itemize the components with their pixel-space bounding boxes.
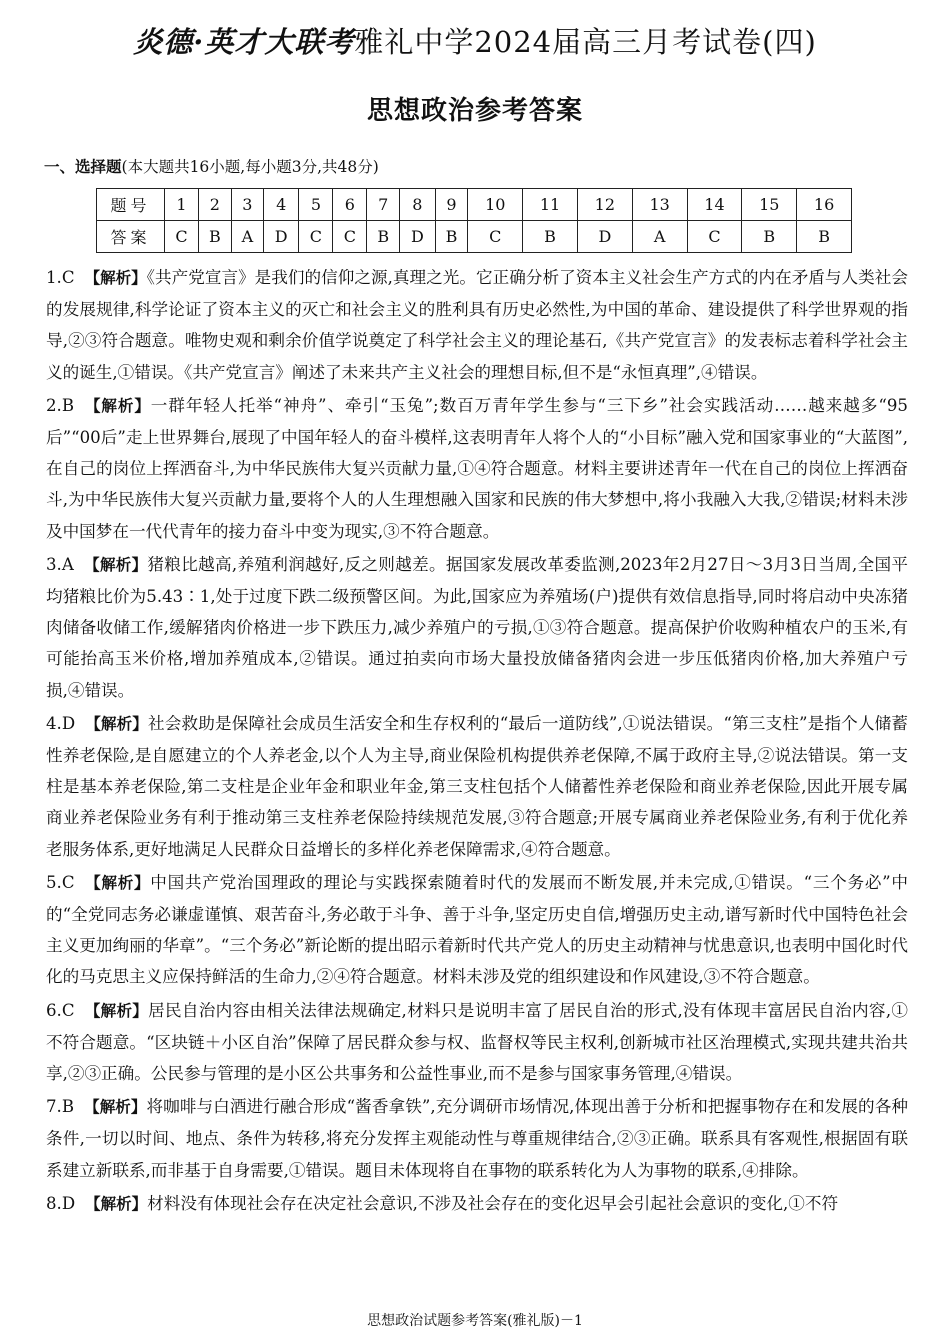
explanation-text: 猪粮比越高,养殖利润越好,反之则越差。据国家发展改革委监测,2023年2月27日～3月3日当周,全国平均猪粮比价为5.43∶1,处于过度下跌二级预警区间。为此,国家应为养殖场(户)提供有效信息指导,同时将启动中央冻猪肉储备收储工作,缓解猪肉价格进一步下跌压力,减少养殖户的亏损,①③符合题意。提高保护价收购种植农户的玉米,有可能抬高玉米价格,增加养殖成本,②错误。通过拍卖向市场大量投放储备猪肉会进一步压低猪肉价格,加大养殖户亏损,④错误。 bbox=[46, 554, 908, 700]
exam-brand: 炎德·英才大联考 bbox=[133, 25, 355, 59]
number-cell: 12 bbox=[577, 189, 632, 221]
explanation-text: 居民自治内容由相关法律法规确定,材料只是说明丰富了居民自治的形式,没有体现丰富居民自治内容,①不符合题意。“区块链＋小区自治”保障了居民群众参与权、监督权等民主权利,创新城市社区治理模式,实现共建共治共享,②③正确。公民参与管理的是小区公共事务和公益性事业,而不是参与国家事务管理,④错误。 bbox=[46, 1000, 908, 1084]
answer-cell: C bbox=[687, 221, 742, 253]
explanations bbox=[46, 262, 908, 1222]
number-cell: 16 bbox=[797, 189, 852, 221]
explanation-text: 一群年轻人托举“神舟”、牵引“玉兔”;数百万青年学生参与“三下乡”社会实践活动……越来越多“95后”“00后”走上世界舞台,展现了中国年轻人的奋斗模样,这表明青年人将个人的“小目标”融入党和国家事业的“大蓝图”,在自己的岗位上挥洒奋斗,为中华民族伟大复兴贡献力量,①④符合题意。材料主要讲述青年一代在自己的岗位上挥洒奋斗,为中华民族伟大复兴贡献力量,要将个人的人生理想融入国家和民族的伟大梦想中,将小我融入大我,②错误;材料未涉及中国梦在一代代青年的接力奋斗中变为现实,③不符合题意。 bbox=[46, 395, 908, 541]
answer-cell: B bbox=[742, 221, 797, 253]
analysis-tag: 【解析】 bbox=[84, 1001, 149, 1020]
analysis-tag: 【解析】 bbox=[85, 714, 148, 733]
explanation-item bbox=[46, 262, 908, 388]
number-cell: 1 bbox=[165, 189, 199, 221]
explanation-text: 将咖啡与白酒进行融合形成“酱香拿铁”,充分调研市场情况,体现出善于分析和把握事物存在和发展的各种条件,一切以时间、地点、条件为转移,将充分发挥主观能动性与尊重规律结合,②③正确。联系具有客观性,根据固有联系建立新联系,而非基于自身需要,①错误。题目未体现将自在事物的联系转化为人为事物的联系,④排除。 bbox=[46, 1097, 908, 1180]
explanation-item bbox=[46, 1188, 908, 1220]
explanation-item bbox=[46, 549, 908, 706]
number-cell: 8 bbox=[400, 189, 435, 221]
question-number: 6. bbox=[46, 1000, 62, 1020]
answer-cell: D bbox=[577, 221, 632, 253]
answer-cell: B bbox=[198, 221, 231, 253]
question-number: 8. bbox=[46, 1193, 62, 1213]
answer-cell: B bbox=[797, 221, 852, 253]
explanation-item bbox=[46, 390, 908, 547]
question-answer: D bbox=[61, 713, 76, 733]
question-number: 1. bbox=[46, 268, 62, 287]
number-cell: 10 bbox=[468, 189, 523, 221]
section-heading-label: 一、选择题 bbox=[44, 158, 122, 176]
analysis-tag: 【解析】 bbox=[83, 555, 148, 574]
explanation-item bbox=[46, 708, 908, 865]
answer-cell: B bbox=[523, 221, 578, 253]
number-cell: 6 bbox=[333, 189, 367, 221]
question-answer: C bbox=[61, 1000, 75, 1020]
analysis-tag: 【解析】 bbox=[85, 1194, 148, 1213]
explanation-text: 中国共产党治国理政的理论与实践探索随着时代的发展而不断发展,并未完成,①错误。“三个务必”中的“全党同志务必谦虚谨慎、艰苦奋斗,务必敢于斗争、善于斗争,坚定历史自信,增强历史主动,谱写新时代中国特色社会主义更加绚丽的华章”。“三个务必”新论断的提出昭示着新时代共产党人的历史主动精神与忧患意识,也表明中国化时代化的马克思主义应保持鲜活的生命力,②④符合题意。材料未涉及党的组织建设和作风建设,③不符合题意。 bbox=[46, 872, 908, 987]
answer-cell: D bbox=[263, 221, 298, 253]
answer-cell: C bbox=[299, 221, 333, 253]
question-number: 7. bbox=[46, 1097, 62, 1117]
explanation-text: 材料没有体现社会存在决定社会意识,不涉及社会存在的变化迟早会引起社会意识的变化,①不符 bbox=[147, 1193, 839, 1213]
analysis-tag: 【解析】 bbox=[84, 873, 151, 892]
section-heading-note: (本大题共16小题,每小题3分,共48分) bbox=[121, 158, 379, 176]
question-number: 4. bbox=[46, 713, 62, 733]
number-cell: 7 bbox=[367, 189, 400, 221]
exam-header bbox=[0, 20, 950, 61]
question-answer: B bbox=[61, 395, 75, 415]
number-cell: 14 bbox=[687, 189, 742, 221]
answer-cell: B bbox=[367, 221, 400, 253]
number-cell: 9 bbox=[435, 189, 468, 221]
number-cell: 4 bbox=[263, 189, 298, 221]
answer-table-answer-row bbox=[97, 221, 852, 253]
explanation-text: 社会救助是保障社会成员生活安全和生存权利的“最后一道防线”,①说法错误。“第三支柱”是指个人储蓄性养老保险,是自愿建立的个人养老金,以个人为主导,商业保险机构提供养老保障,不属于政府主导,②说法错误。第一支柱是基本养老保险,第二支柱是企业年金和职业年金,第三支柱包括个人储蓄性养老保险和商业养老保险,因此开展专属商业养老保险业务有利于推动第三支柱养老保险持续规范发展,③符合题意;开展专属商业养老保险业务,有利于优化养老服务体系,更好地满足人民群众日益增长的多样化养老保障需求,④符合题意。 bbox=[46, 713, 908, 859]
page-footer: 思想政治试题参考答案(雅礼版)－1 bbox=[367, 1313, 583, 1329]
answer-cell: C bbox=[333, 221, 367, 253]
number-cell: 3 bbox=[231, 189, 263, 221]
question-answer: C bbox=[61, 268, 75, 287]
explanation-text: 《共产党宣言》是我们的信仰之源,真理之光。它正确分析了资本主义社会生产方式的内在矛盾与人类社会的发展规律,科学论证了资本主义的灭亡和社会主义的胜利具有历史必然性,为中国的革命、建设提供了科学世界观的指导,②③符合题意。唯物史观和剩余价值学说奠定了科学社会主义的理论基石,《共产党宣言》的发表标志着科学社会主义的诞生,①错误。《共产党宣言》阐述了未来共产主义社会的理想目标,但不是“永恒真理”,④错误。 bbox=[46, 268, 908, 382]
question-answer: D bbox=[61, 1193, 76, 1213]
answer-cell: A bbox=[632, 221, 687, 253]
number-cell: 2 bbox=[198, 189, 231, 221]
number-cell: 5 bbox=[299, 189, 333, 221]
explanation-item bbox=[46, 867, 908, 993]
answer-row-label: 答案 bbox=[97, 221, 165, 253]
question-answer: A bbox=[61, 554, 74, 574]
answer-cell: A bbox=[231, 221, 263, 253]
analysis-tag: 【解析】 bbox=[84, 1098, 147, 1117]
subject-title: 思想政治参考答案 bbox=[366, 96, 583, 126]
answer-cell: D bbox=[400, 221, 435, 253]
explanation-item bbox=[46, 1091, 908, 1186]
answer-cell: C bbox=[165, 221, 199, 253]
answer-table bbox=[96, 188, 852, 253]
question-answer: B bbox=[61, 1097, 75, 1117]
section-heading bbox=[44, 155, 379, 177]
answer-table-number-row bbox=[97, 189, 852, 221]
explanation-item bbox=[46, 995, 908, 1090]
question-answer: C bbox=[61, 872, 75, 892]
question-number: 3. bbox=[46, 554, 62, 574]
analysis-tag: 【解析】 bbox=[84, 269, 147, 287]
number-row-label: 题号 bbox=[97, 189, 165, 221]
analysis-tag: 【解析】 bbox=[84, 396, 151, 415]
number-cell: 15 bbox=[742, 189, 797, 221]
number-cell: 11 bbox=[523, 189, 578, 221]
number-cell: 13 bbox=[632, 189, 687, 221]
question-number: 2. bbox=[46, 395, 62, 415]
answer-cell: C bbox=[468, 221, 523, 253]
exam-title: 雅礼中学2024届高三月考试卷(四) bbox=[354, 25, 817, 59]
question-number: 5. bbox=[46, 872, 62, 892]
answer-cell: B bbox=[435, 221, 468, 253]
